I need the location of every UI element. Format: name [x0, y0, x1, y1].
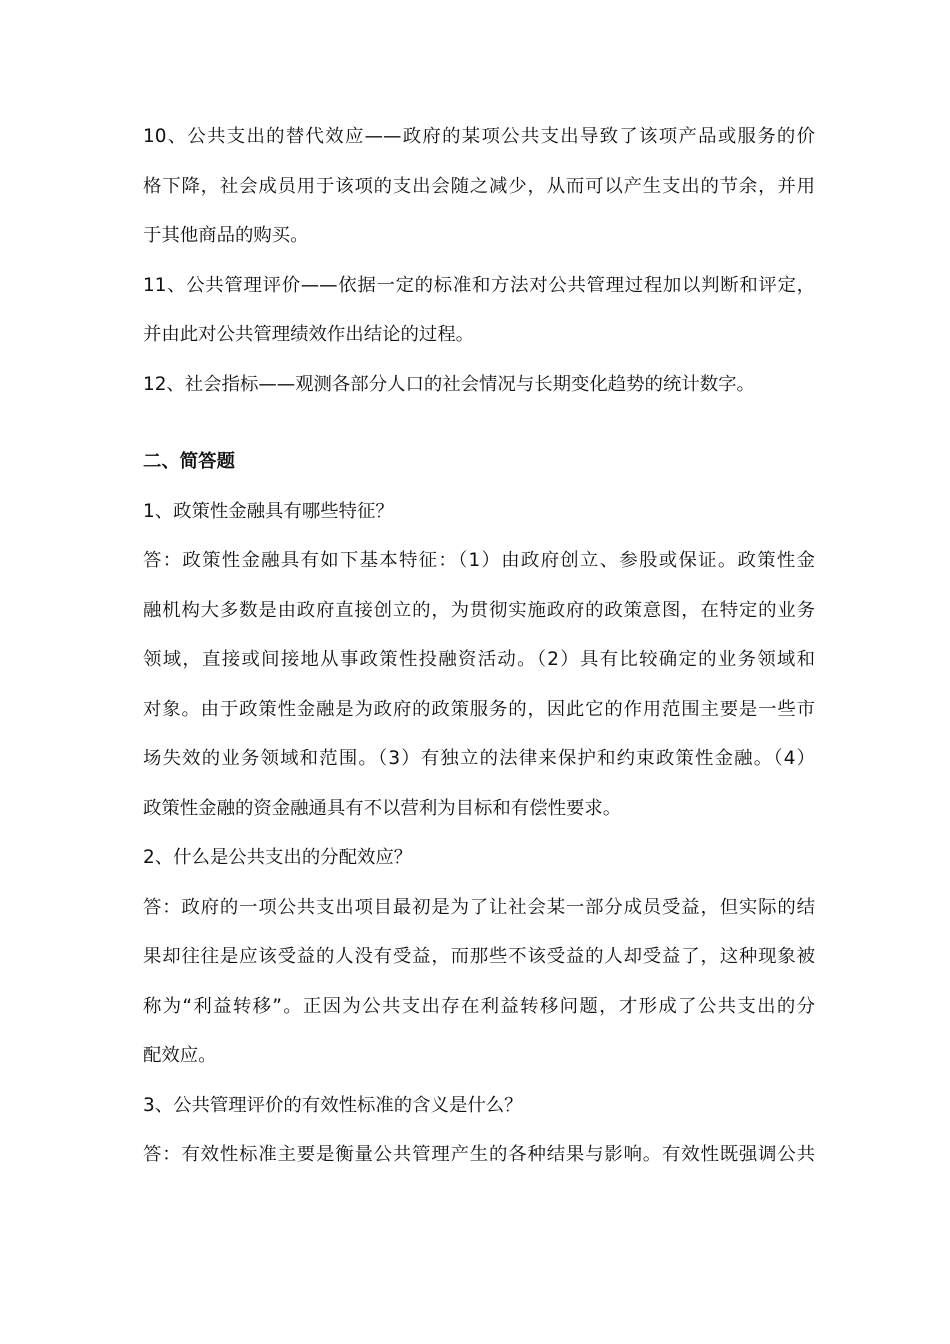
- answer-line: 答：政策性金融具有如下基本特征：（1）由政府创立、参股或保证。政策性金: [143, 550, 815, 571]
- definition-line: 10、公共支出的替代效应——政府的某项公共支出导致了该项产品或服务的价: [143, 126, 815, 147]
- section-heading: 二、简答题: [143, 451, 235, 472]
- definition-line: 并由此对公共管理绩效作出结论的过程。: [143, 324, 475, 345]
- answer-line: 场失效的业务领域和范围。（3）有独立的法律来保护和约束政策性金融。（4）: [143, 748, 815, 769]
- answer-line: 领域，直接或间接地从事政策性投融资活动。（2）具有比较确定的业务领域和: [143, 649, 815, 670]
- definition-line: 格下降，社会成员用于该项的支出会随之减少，从而可以产生支出的节余，并用: [143, 175, 815, 197]
- document-page: [143, 112, 815, 1180]
- definition-line: 于其他商品的购买。: [143, 225, 309, 246]
- answer-line: 答：有效性标准主要是衡量公共管理产生的各种结果与影响。有效性既强调公共: [143, 1144, 815, 1165]
- definition-11: [143, 261, 815, 360]
- question-text: 1、政策性金融具有哪些特征？: [143, 500, 394, 522]
- answer-line: 称为“利益转移”。正因为公共支出存在利益转移问题，才形成了公共支出的分: [143, 995, 815, 1017]
- answer-line: 政策性金融的资金融通具有不以营利为目标和有偿性要求。: [143, 797, 622, 819]
- question-text: 2、什么是公共支出的分配效应？: [143, 847, 413, 868]
- answer-line: 对象。由于政策性金融是为政府的政策服务的，因此它的作用范围主要是一些市: [143, 698, 815, 720]
- definition-line: 12、社会指标——观测各部分人口的社会情况与长期变化趋势的统计数字。: [143, 373, 755, 395]
- qa-item-1: [143, 487, 815, 834]
- definition-line: 11、公共管理评价——依据一定的标准和方法对公共管理过程加以判断和评定，: [143, 274, 815, 296]
- definition-10: [143, 112, 815, 261]
- question-text: 3、公共管理评价的有效性标准的含义是什么？: [143, 1094, 523, 1116]
- answer-line: 答：政府的一项公共支出项目最初是为了让社会某一部分成员受益，但实际的结: [143, 896, 815, 918]
- qa-item-3: [143, 1081, 815, 1180]
- definition-12: [143, 360, 815, 410]
- qa-item-2: [143, 833, 815, 1081]
- answer-line: 配效应。: [143, 1045, 217, 1066]
- answer-line: 果却往往是应该受益的人没有受益，而那些不该受益的人却受益了，这种现象被: [143, 946, 815, 967]
- answer-line: 融机构大多数是由政府直接创立的，为贯彻实施政府的政策意图，在特定的业务: [143, 599, 815, 621]
